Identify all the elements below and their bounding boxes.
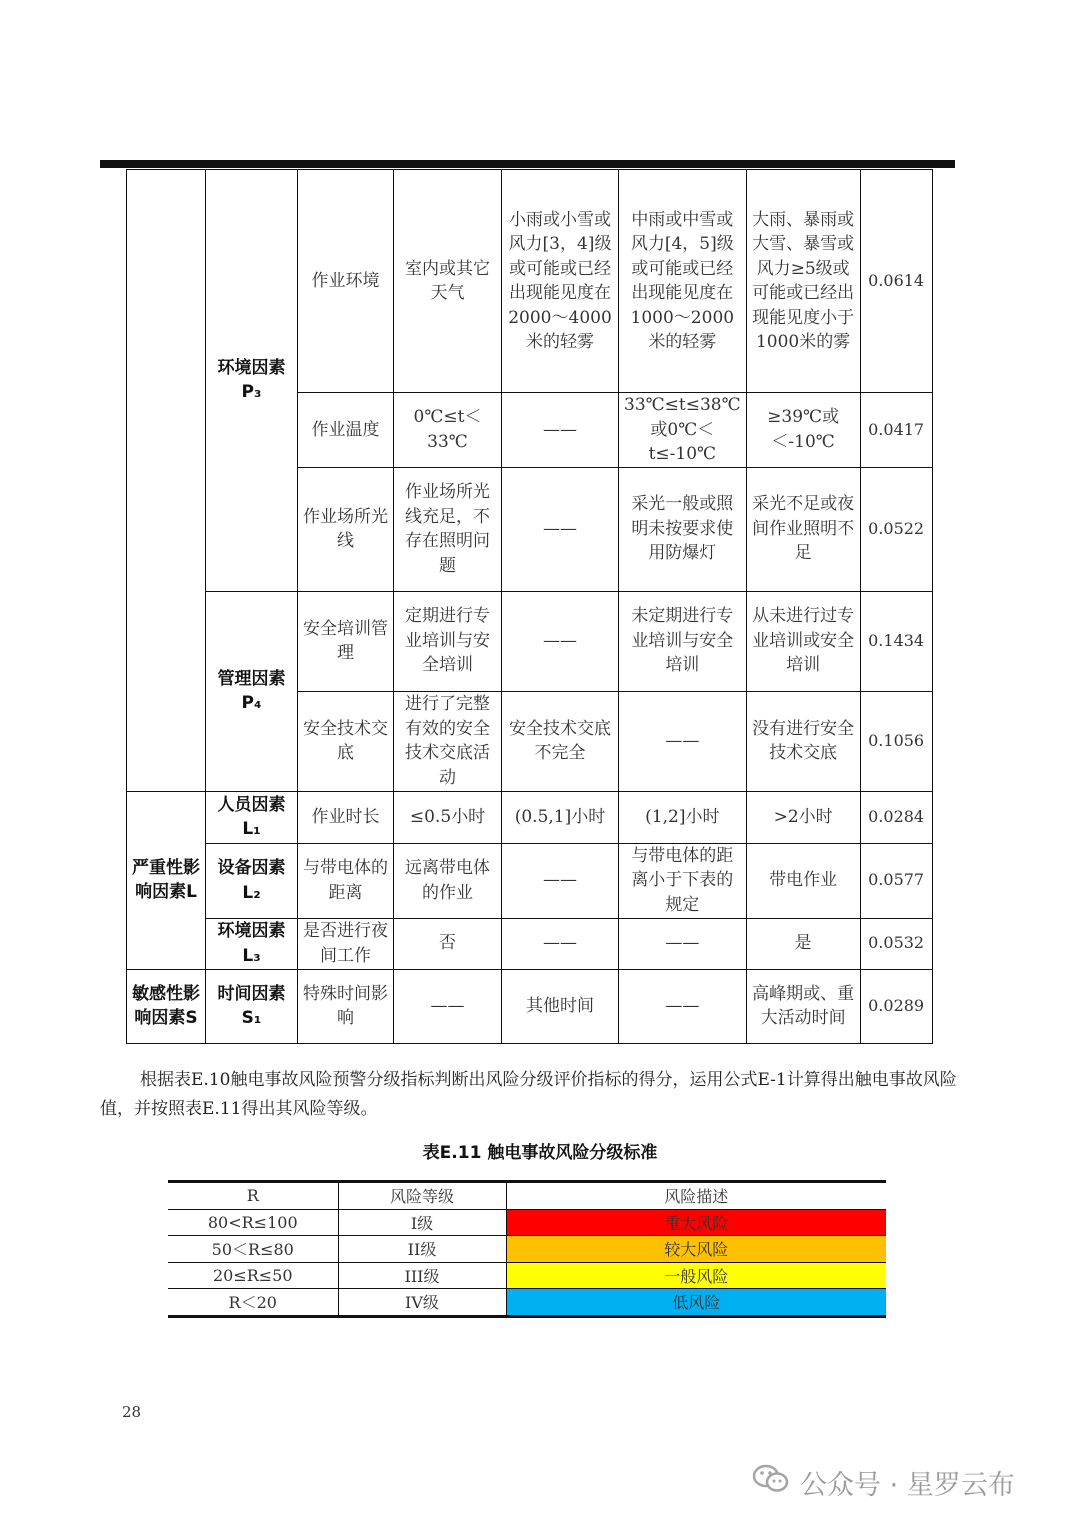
column-header: 风险描述 xyxy=(506,1182,886,1210)
table-row xyxy=(127,843,933,918)
weight-cell: 0.0522 xyxy=(860,467,932,591)
weight-cell: 0.0614 xyxy=(860,170,932,393)
wechat-icon xyxy=(752,1463,790,1502)
level-cell: 是 xyxy=(746,918,860,969)
level-cell: 中雨或中雪或风力[4，5]级或可能或已经出现能见度在1000～2000米的轻雾 xyxy=(619,170,747,393)
level-cell: I级 xyxy=(338,1209,506,1236)
level-cell: 与带电体的距离小于下表的规定 xyxy=(619,843,747,918)
level-cell: 高峰期或、重大活动时间 xyxy=(746,969,860,1043)
body-paragraph-text: 根据表E.10触电事故风险预警分级指标判断出风险分级评价指标的得分，运用公式E-1计算得出触电事故风险值，并按照表E.11得出其风险等级。 xyxy=(100,1070,957,1119)
table-row xyxy=(168,1236,886,1263)
category-cell: 人员因素L₁ xyxy=(206,791,298,843)
level-cell: —— xyxy=(502,393,619,468)
level-cell: —— xyxy=(502,843,619,918)
item-cell: 安全技术交底 xyxy=(298,691,394,791)
item-cell: 作业温度 xyxy=(298,393,394,468)
table-row xyxy=(127,170,933,393)
level-cell: —— xyxy=(619,691,747,791)
weight-cell: 0.1056 xyxy=(860,691,932,791)
weight-cell: 0.0577 xyxy=(860,843,932,918)
level-cell: 定期进行专业培训与安全培训 xyxy=(394,591,502,691)
level-cell: —— xyxy=(502,918,619,969)
category-cell: 管理因素P₄ xyxy=(206,591,298,791)
level-cell: 带电作业 xyxy=(746,843,860,918)
level-cell: ≤0.5小时 xyxy=(394,791,502,843)
weight-cell: 0.0284 xyxy=(860,791,932,843)
r-range-cell: 20≤R≤50 xyxy=(168,1262,338,1289)
level-cell: —— xyxy=(502,467,619,591)
level-cell: (0.5,1]小时 xyxy=(502,791,619,843)
level-cell: —— xyxy=(619,918,747,969)
item-cell: 作业场所光线 xyxy=(298,467,394,591)
category-cell: 环境因素L₃ xyxy=(206,918,298,969)
category-cell: 时间因素S₁ xyxy=(206,969,298,1043)
level-cell: 没有进行安全技术交底 xyxy=(746,691,860,791)
level-cell: —— xyxy=(394,969,502,1043)
item-cell: 安全培训管理 xyxy=(298,591,394,691)
level-cell: 小雨或小雪或风力[3，4]级或可能或已经出现能见度在2000～4000米的轻雾 xyxy=(502,170,619,393)
level-cell: >2小时 xyxy=(746,791,860,843)
watermark xyxy=(752,1463,1015,1502)
group-cell: 严重性影响因素L xyxy=(127,791,206,969)
category-cell: 设备因素L₂ xyxy=(206,843,298,918)
level-cell: 远离带电体的作业 xyxy=(394,843,502,918)
r-range-cell: 50＜R≤80 xyxy=(168,1236,338,1263)
risk-desc-cell: 低风险 xyxy=(506,1289,886,1317)
table-caption: 表E.11 触电事故风险分级标准 xyxy=(422,1143,658,1163)
risk-level-table xyxy=(168,1180,886,1318)
level-cell: —— xyxy=(502,591,619,691)
level-cell: III级 xyxy=(338,1262,506,1289)
table-header-row xyxy=(168,1182,886,1210)
item-cell: 特殊时间影响 xyxy=(298,969,394,1043)
table-row xyxy=(127,591,933,691)
item-cell: 与带电体的距离 xyxy=(298,843,394,918)
level-cell: (1,2]小时 xyxy=(619,791,747,843)
level-cell: 否 xyxy=(394,918,502,969)
header-rule xyxy=(100,160,955,168)
group-cell: 敏感性影响因素S xyxy=(127,969,206,1043)
table-row xyxy=(168,1289,886,1317)
weight-cell: 0.0417 xyxy=(860,393,932,468)
level-cell: 33℃≤t≤38℃或0℃＜t≤-10℃ xyxy=(619,393,747,468)
blank-group-cell xyxy=(127,170,206,792)
item-cell: 是否进行夜间工作 xyxy=(298,918,394,969)
level-cell: 其他时间 xyxy=(502,969,619,1043)
weight-cell: 0.0289 xyxy=(860,969,932,1043)
item-cell: 作业环境 xyxy=(298,170,394,393)
level-cell: II级 xyxy=(338,1236,506,1263)
item-cell: 作业时长 xyxy=(298,791,394,843)
level-cell: 安全技术交底不完全 xyxy=(502,691,619,791)
watermark-text: 公众号 · 星罗云布 xyxy=(800,1470,1015,1501)
r-range-cell: R＜20 xyxy=(168,1289,338,1317)
risk-desc-cell: 较大风险 xyxy=(506,1236,886,1263)
table-row xyxy=(168,1209,886,1236)
risk-indicator-table xyxy=(126,169,933,1044)
table-row xyxy=(127,791,933,843)
column-header: 风险等级 xyxy=(338,1182,506,1210)
category-cell: 环境因素P₃ xyxy=(206,170,298,592)
level-cell: IV级 xyxy=(338,1289,506,1317)
level-cell: 0℃≤t＜33℃ xyxy=(394,393,502,468)
risk-desc-cell: 重大风险 xyxy=(506,1209,886,1236)
column-header: R xyxy=(168,1182,338,1210)
level-cell: 进行了完整有效的安全技术交底活动 xyxy=(394,691,502,791)
table-row xyxy=(127,918,933,969)
r-range-cell: 80<R≤100 xyxy=(168,1209,338,1236)
level-cell: 未定期进行专业培训与安全培训 xyxy=(619,591,747,691)
level-cell: ≥39℃或＜-10℃ xyxy=(746,393,860,468)
level-cell: 采光一般或照明未按要求使用防爆灯 xyxy=(619,467,747,591)
level-cell: 作业场所光线充足，不存在照明问题 xyxy=(394,467,502,591)
level-cell: 从未进行过专业培训或安全培训 xyxy=(746,591,860,691)
page-number: 28 xyxy=(122,1403,142,1421)
weight-cell: 0.1434 xyxy=(860,591,932,691)
level-cell: 采光不足或夜间作业照明不足 xyxy=(746,467,860,591)
level-cell: —— xyxy=(619,969,747,1043)
level-cell: 大雨、暴雨或大雪、暴雪或风力≥5级或可能或已经出现能见度小于1000米的雾 xyxy=(746,170,860,393)
risk-desc-cell: 一般风险 xyxy=(506,1262,886,1289)
weight-cell: 0.0532 xyxy=(860,918,932,969)
body-paragraph xyxy=(100,1066,960,1124)
table-row xyxy=(168,1262,886,1289)
table-row xyxy=(127,969,933,1043)
level-cell: 室内或其它天气 xyxy=(394,170,502,393)
